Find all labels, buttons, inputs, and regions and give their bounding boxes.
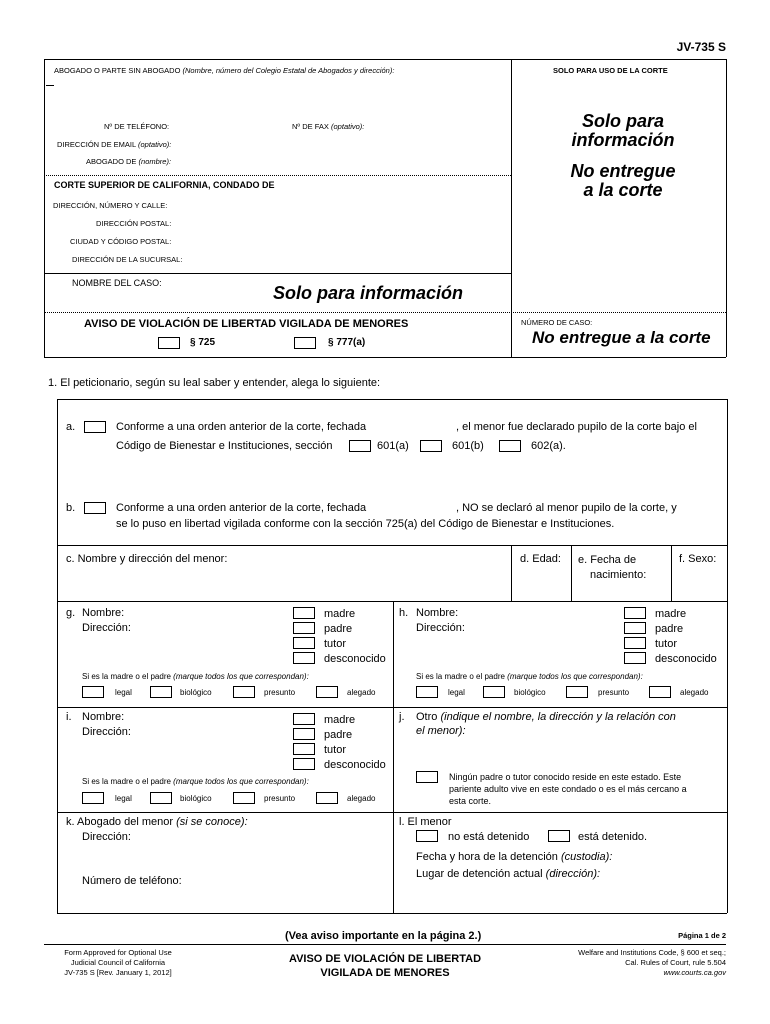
section-a-line2: Código de Bienestar e Instituciones, sección	[116, 440, 333, 452]
case-name-label: NOMBRE DEL CASO:	[72, 278, 162, 288]
section-g-legal-label: legal	[115, 688, 132, 697]
section-l-label: l. El menor	[399, 816, 452, 828]
item-1-text: 1. El peticionario, según su leal saber y entender, alega lo siguiente:	[48, 377, 381, 389]
section-b-letter: b.	[66, 502, 76, 514]
section-i-alegado-label: alegado	[347, 794, 376, 803]
detained-checkbox[interactable]	[548, 830, 570, 842]
section-h-checkbox-desconocido[interactable]	[624, 652, 646, 664]
section-h-tutor-label: tutor	[655, 638, 678, 650]
not-detained-checkbox[interactable]	[416, 830, 438, 842]
section-g-parent-note: Si es la madre o el padre (marque todos los que correspondan):	[82, 672, 309, 681]
phone-label: Nº DE TELÉFONO:	[104, 122, 170, 131]
section-k-address-label: Dirección:	[82, 831, 131, 843]
case-name-watermark: Solo para información	[273, 283, 464, 303]
section-g-checkbox-alegado[interactable]	[316, 686, 338, 698]
section-g-checkbox-tutor[interactable]	[293, 637, 315, 649]
section-g-padre-label: padre	[324, 623, 353, 635]
section-i-name-label: Nombre:	[82, 711, 125, 723]
deliver-watermark: No entregue a la corte	[570, 161, 676, 200]
section-a-letter: a.	[66, 421, 76, 433]
section-h-padre-label: padre	[655, 623, 684, 635]
section-i-desconocido-label: desconocido	[324, 759, 386, 771]
section-b-line2: se lo puso en libertad vigilada conforme con la sección 725(a) del Código de Bienestar e Instituciones.	[116, 518, 615, 530]
section-g-presunto-label: presunto	[264, 688, 296, 697]
courts-website-link[interactable]: www.courts.ca.gov	[663, 968, 726, 977]
detained-label: está detenido.	[578, 831, 648, 843]
page-indicator: Página 1 de 2	[678, 931, 726, 940]
not-detained-label: no está detenido	[448, 831, 530, 843]
birth-date-label: e. Fecha de nacimiento:	[578, 554, 647, 581]
footer-title: AVISO DE VIOLACIÓN DE LIBERTAD VIGILADA DE MENORES	[288, 953, 482, 979]
section-h-checkbox-presunto[interactable]	[566, 686, 588, 698]
section-g-letter: g.	[66, 607, 76, 619]
option-725-label: § 725	[190, 337, 216, 348]
section-h-letter: h.	[399, 607, 409, 619]
section-h-madre-label: madre	[655, 608, 687, 620]
section-h-desconocido-label: desconocido	[655, 653, 717, 665]
section-g-alegado-label: alegado	[347, 688, 376, 697]
section-j-hint: el menor):	[416, 725, 466, 737]
checkbox-601b[interactable]	[420, 440, 442, 452]
doc-title: AVISO DE VIOLACIÓN DE LIBERTAD VIGILADA DE MENORES	[84, 318, 409, 330]
section-h-address-label: Dirección:	[416, 622, 465, 634]
section-b-checkbox[interactable]	[84, 502, 106, 514]
section-i-checkbox-padre[interactable]	[293, 728, 315, 740]
section-i-address-label: Dirección:	[82, 726, 131, 738]
section-h-parent-note: Si es la madre o el padre (marque todos los que correspondan):	[416, 672, 643, 681]
age-label: d. Edad:	[520, 553, 561, 565]
section-h-presunto-label: presunto	[598, 688, 630, 697]
section-b-line1: Conforme a una orden anterior de la corte, fechada	[116, 502, 367, 514]
sex-label: f. Sexo:	[679, 553, 717, 565]
section-k-label: k. Abogado del menor (si se conoce):	[66, 816, 248, 828]
case-number-label: NÚMERO DE CASO:	[521, 318, 593, 327]
section-j-letter: j.	[399, 711, 405, 723]
approval-info: Form Approved for Optional Use Judicial Council of California JV-735 S [Rev. January 1, 2012]	[64, 948, 172, 977]
mailing-label: DIRECCIÓN POSTAL:	[96, 219, 172, 228]
section-i-checkbox-biologico[interactable]	[150, 792, 172, 804]
detention-date-label: Fecha y hora de la detención (custodia):	[416, 851, 613, 863]
section-b-line1-end: , NO se declaró al menor pupilo de la corte, y	[456, 502, 677, 514]
section-j-no-parent-text: Ningún padre o tutor conocido reside en este estado. Este pariente adulto vive en este condado o es el más cercano a esta corte.	[449, 772, 687, 806]
checkbox-602a[interactable]	[499, 440, 521, 452]
section-j-label: Otro (indique el nombre, la dirección y la relación con	[416, 711, 676, 723]
section-h-checkbox-madre[interactable]	[624, 607, 646, 619]
section-i-biologico-label: biológico	[180, 794, 212, 803]
attorney-label: ABOGADO O PARTE SIN ABOGADO (Nombre, número del Colegio Estatal de Abogados y dirección):	[54, 66, 395, 75]
page-2-notice: (Vea aviso importante en la página 2.)	[285, 930, 482, 942]
section-h-alegado-label: alegado	[680, 688, 709, 697]
section-a-line1: Conforme a una orden anterior de la corte, fechada	[116, 421, 367, 433]
section-h-legal-label: legal	[448, 688, 465, 697]
section-i-checkbox-desconocido[interactable]	[293, 758, 315, 770]
branch-label: DIRECCIÓN DE LA SUCURSAL:	[72, 255, 183, 264]
checkbox-725[interactable]	[158, 337, 180, 349]
section-i-checkbox-tutor[interactable]	[293, 743, 315, 755]
section-j-no-parent-checkbox[interactable]	[416, 771, 438, 783]
section-g-checkbox-padre[interactable]	[293, 622, 315, 634]
fax-label: Nº DE FAX (optativo):	[292, 122, 365, 131]
section-g-checkbox-presunto[interactable]	[233, 686, 255, 698]
option-601a-label: 601(a)	[377, 440, 409, 452]
section-g-name-label: Nombre:	[82, 607, 125, 619]
street-label: DIRECCIÓN, NÚMERO Y CALLE:	[53, 201, 168, 210]
section-g-checkbox-biologico[interactable]	[150, 686, 172, 698]
section-h-checkbox-padre[interactable]	[624, 622, 646, 634]
section-i-checkbox-alegado[interactable]	[316, 792, 338, 804]
section-i-presunto-label: presunto	[264, 794, 296, 803]
section-a-checkbox[interactable]	[84, 421, 106, 433]
attorney-for-label: ABOGADO DE (nombre):	[86, 157, 172, 166]
section-g-madre-label: madre	[324, 608, 356, 620]
city-label: CIUDAD Y CÓDIGO POSTAL:	[70, 237, 172, 246]
section-i-padre-label: padre	[324, 729, 353, 741]
section-g-checkbox-legal[interactable]	[82, 686, 104, 698]
section-h-checkbox-tutor[interactable]	[624, 637, 646, 649]
section-i-checkbox-legal[interactable]	[82, 792, 104, 804]
legal-references: Welfare and Institutions Code, § 600 et seq.; Cal. Rules of Court, rule 5.504 www.courts.ca.gov	[578, 948, 726, 977]
section-h-checkbox-legal[interactable]	[416, 686, 438, 698]
checkbox-777a[interactable]	[294, 337, 316, 349]
section-i-madre-label: madre	[324, 714, 356, 726]
section-g-checkbox-madre[interactable]	[293, 607, 315, 619]
section-g-checkbox-desconocido[interactable]	[293, 652, 315, 664]
form-number: JV-735 S	[676, 40, 726, 54]
section-g-tutor-label: tutor	[324, 638, 347, 650]
court-title: CORTE SUPERIOR DE CALIFORNIA, CONDADO DE	[54, 180, 275, 190]
section-h-biologico-label: biológico	[514, 688, 546, 697]
email-label: DIRECCIÓN DE EMAIL (optativo):	[57, 140, 172, 149]
option-602a-label: 602(a).	[531, 440, 566, 452]
minor-name-label: c. Nombre y dirección del menor:	[66, 553, 228, 565]
section-i-checkbox-madre[interactable]	[293, 713, 315, 725]
section-g-address-label: Dirección:	[82, 622, 131, 634]
section-h-checkbox-alegado[interactable]	[649, 686, 671, 698]
section-i-legal-label: legal	[115, 794, 132, 803]
option-601b-label: 601(b)	[452, 440, 484, 452]
section-k-phone-label: Número de teléfono:	[82, 875, 182, 887]
section-i-parent-note: Si es la madre o el padre (marque todos los que correspondan):	[82, 777, 309, 786]
option-777a-label: § 777(a)	[328, 337, 366, 348]
section-a-line1-end: , el menor fue declarado pupilo de la corte bajo el	[456, 421, 697, 433]
case-number-watermark: No entregue a la corte	[532, 328, 711, 347]
court-use-label: SOLO PARA USO DE LA CORTE	[553, 66, 668, 75]
section-g-biologico-label: biológico	[180, 688, 212, 697]
section-i-checkbox-presunto[interactable]	[233, 792, 255, 804]
detention-place-label: Lugar de detención actual (dirección):	[416, 868, 601, 880]
section-g-desconocido-label: desconocido	[324, 653, 386, 665]
info-watermark: Solo para información	[571, 111, 675, 150]
section-i-letter: i.	[66, 711, 72, 723]
checkbox-601a[interactable]	[349, 440, 371, 452]
section-h-checkbox-biologico[interactable]	[483, 686, 505, 698]
section-i-tutor-label: tutor	[324, 744, 347, 756]
section-h-name-label: Nombre:	[416, 607, 459, 619]
